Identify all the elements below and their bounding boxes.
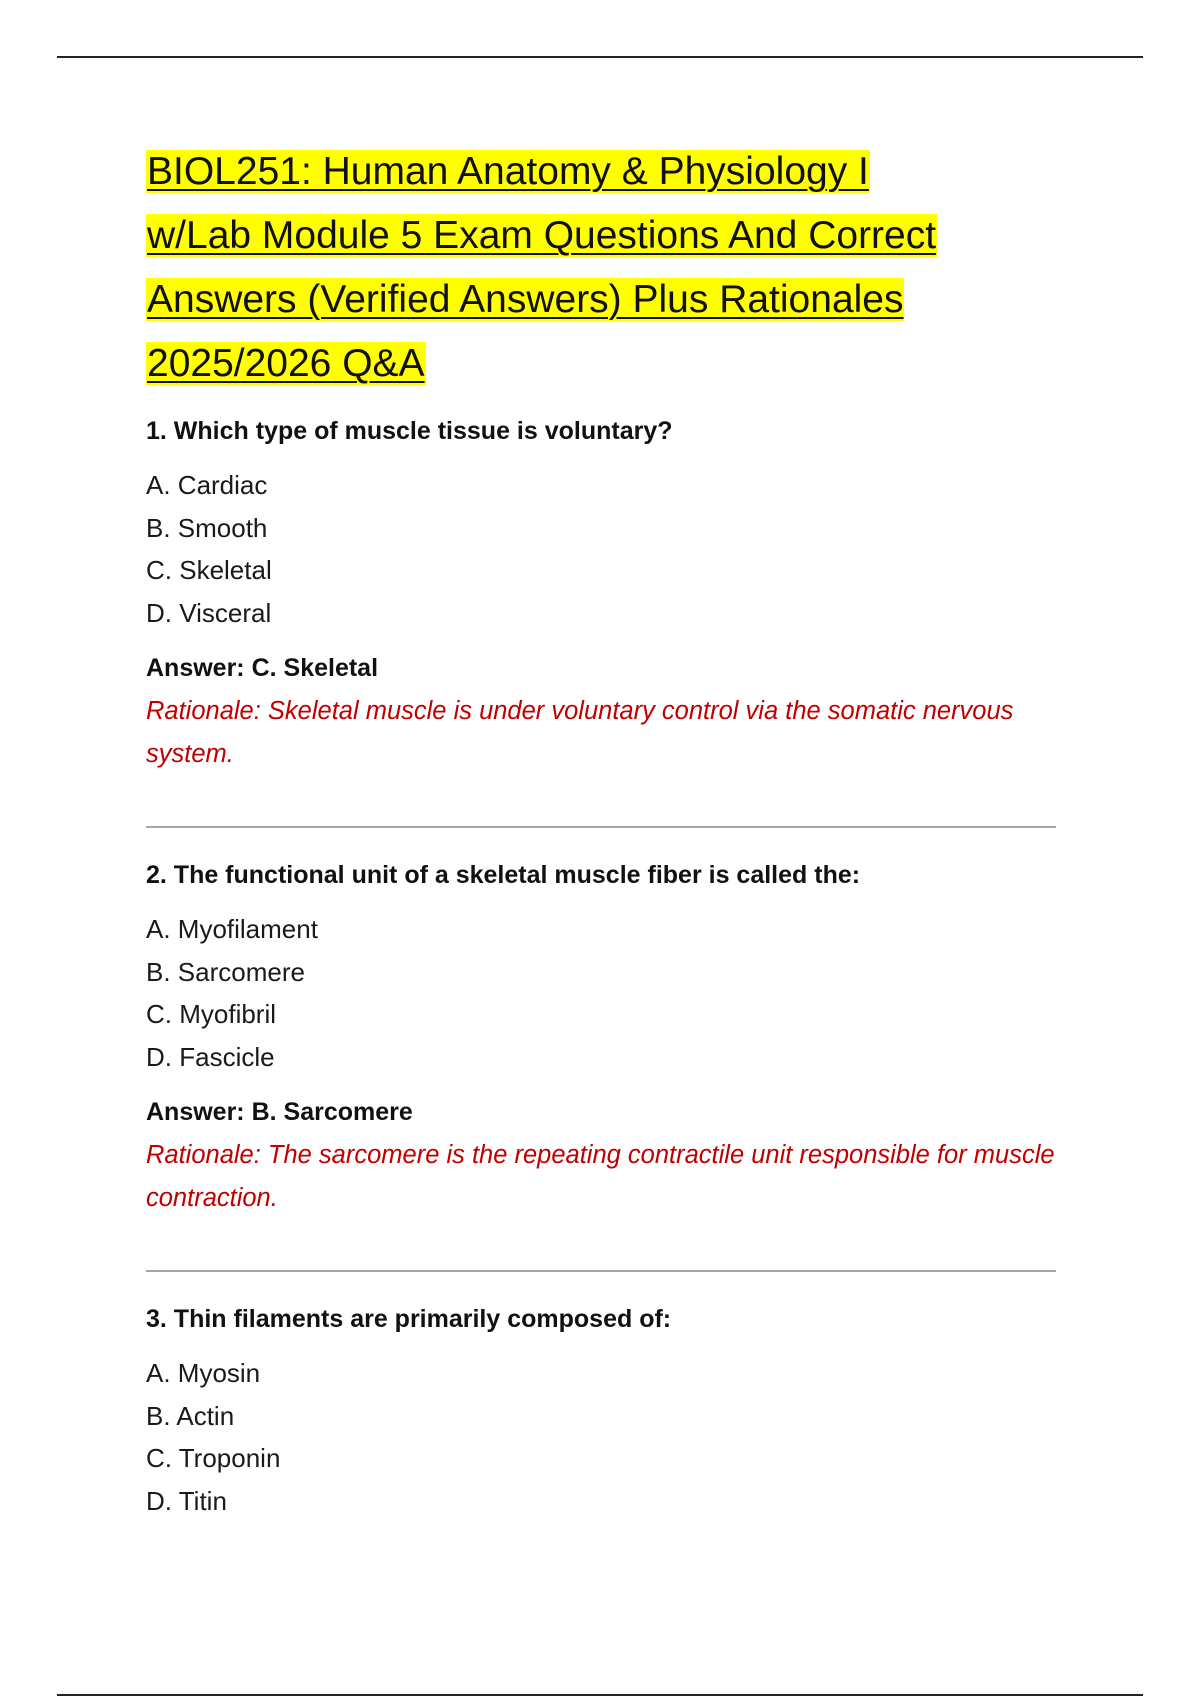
- question-block: [146, 416, 1066, 776]
- option-b: B. Sarcomere: [146, 956, 305, 987]
- document-title: [146, 140, 1066, 396]
- page-footer-rule: [57, 1694, 1143, 1696]
- page-header-rule: [57, 56, 1143, 58]
- option-b: B. Smooth: [146, 512, 268, 543]
- question-block: [146, 1304, 1066, 1522]
- question-block: [146, 860, 1066, 1220]
- rationale-text: Rationale: Skeletal muscle is under voluntary control via the somatic nervous system.: [146, 697, 1014, 768]
- question-divider: [146, 1270, 1056, 1272]
- title-line: 2025/2026 Q&A: [147, 342, 425, 385]
- correct-answer: Answer: C. Skeletal: [146, 654, 379, 682]
- option-c: C. Myofibril: [146, 999, 277, 1029]
- option-c: C. Skeletal: [146, 555, 272, 585]
- question-text: 3. Thin filaments are primarily composed of:: [146, 1305, 672, 1333]
- answer-options: [146, 1352, 1066, 1522]
- title-line: Answers (Verified Answers) Plus Rationales: [147, 278, 904, 321]
- question-text: 2. The functional unit of a skeletal muscle fiber is called the:: [146, 861, 861, 889]
- option-d: D. Fascicle: [146, 1041, 275, 1072]
- answer-options: [146, 464, 1066, 634]
- question-divider: [146, 826, 1056, 828]
- option-c: C. Troponin: [146, 1443, 281, 1473]
- option-a: A. Myofilament: [146, 914, 318, 944]
- option-d: D. Titin: [146, 1485, 227, 1516]
- option-a: A. Myosin: [146, 1358, 261, 1388]
- title-line: BIOL251: Human Anatomy & Physiology I: [147, 150, 869, 193]
- title-line: w/Lab Module 5 Exam Questions And Correct: [147, 214, 937, 257]
- answer-options: [146, 908, 1066, 1078]
- document-body: [146, 140, 1066, 1522]
- correct-answer: Answer: B. Sarcomere: [146, 1098, 413, 1126]
- option-b: B. Actin: [146, 1400, 235, 1431]
- option-d: D. Visceral: [146, 597, 272, 628]
- option-a: A. Cardiac: [146, 470, 268, 500]
- question-text: 1. Which type of muscle tissue is voluntary?: [146, 417, 673, 445]
- rationale-text: Rationale: The sarcomere is the repeating contractile unit responsible for muscle contraction.: [146, 1141, 1055, 1212]
